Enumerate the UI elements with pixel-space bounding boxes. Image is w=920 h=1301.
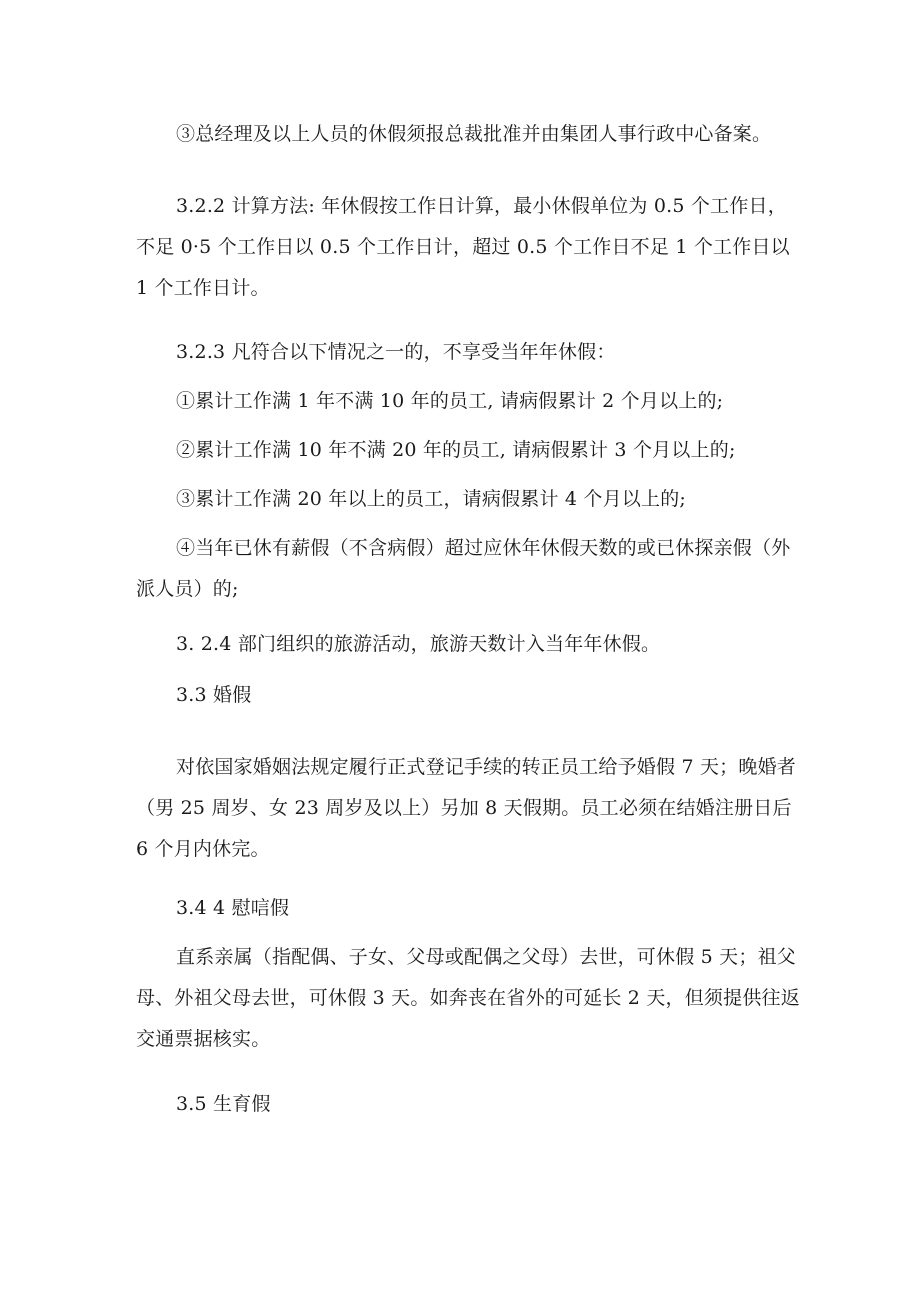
- paragraph-marriage-leave: 对依国家婚姻法规定履行正式登记手续的转正员工给予婚假 7 天；晚婚者（男 25 周岁、女 23 周岁及以上）另加 8 天假期。员工必须在结婚注册日后 6 个月内休完。: [136, 756, 796, 860]
- section-heading-marriage-leave: 3.3 婚假: [176, 684, 252, 706]
- list-item-condition-1: ①累计工作满 1 年不满 10 年的员工, 请病假累计 2 个月以上的;: [176, 390, 724, 412]
- list-item-condition-4: ④当年已休有薪假（不含病假）超过应休年休假天数的或已休探亲假（外派人员）的;: [136, 537, 791, 600]
- list-item-condition-2: ②累计工作满 10 年不满 20 年的员工, 请病假累计 3 个月以上的;: [176, 439, 736, 461]
- section-heading-bereavement-leave: 3.4 4 慰唁假: [176, 897, 290, 919]
- list-item-condition-3: ③累计工作满 20 年以上的员工，请病假累计 4 个月以上的;: [176, 488, 687, 510]
- paragraph-travel-activity: 3. 2.4 部门组织的旅游活动，旅游天数计入当年年休假。: [176, 633, 661, 655]
- paragraph-calculation-method: 3.2.2 计算方法: 年休假按工作日计算，最小休假单位为 0.5 个工作日，不足 0·5 个工作日以 0.5 个工作日计，超过 0.5 个工作日不足 1 个工作日以 1 个工作日计。: [136, 195, 790, 299]
- paragraph-ineligibility-conditions: 3.2.3 凡符合以下情况之一的，不享受当年年休假：: [176, 341, 616, 363]
- paragraph-bereavement-leave: 直系亲属（指配偶、子女、父母或配偶之父母）去世，可休假 5 天；祖父母、外祖父母去世，可休假 3 天。如奔丧在省外的可延长 2 天，但须提供往返交通票据核实。: [136, 946, 800, 1050]
- section-heading-maternity-leave: 3.5 生育假: [176, 1093, 271, 1115]
- paragraph-gm-leave-approval: ③总经理及以上人员的休假须报总裁批准并由集团人事行政中心备案。: [176, 123, 772, 145]
